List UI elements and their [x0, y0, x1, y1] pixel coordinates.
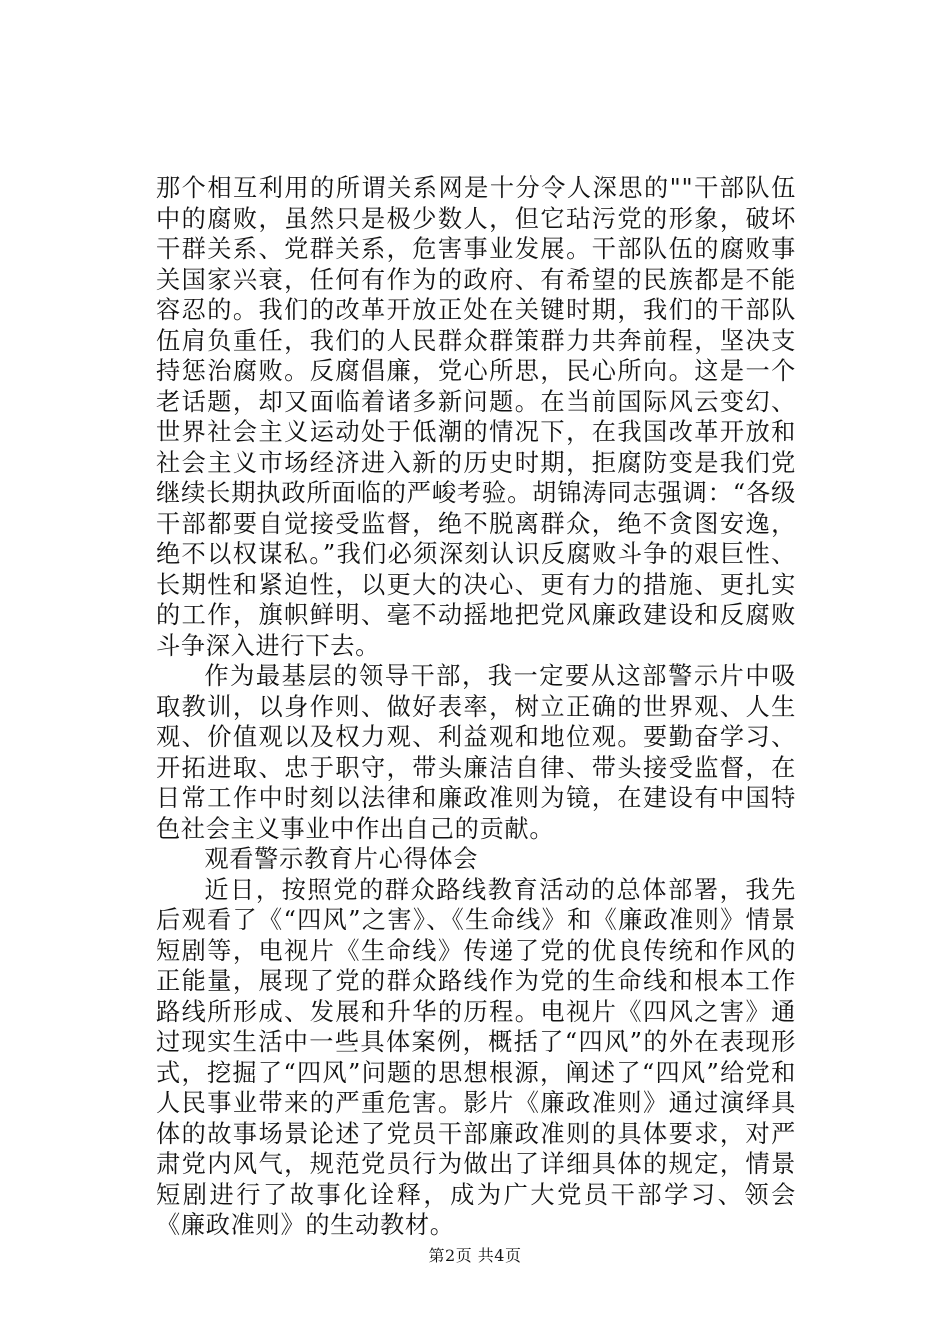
paragraph: 近日，按照党的群众路线教育活动的总体部署，我先后观看了《“四风”之害》、《生命线》和《廉政准则》情景短剧等，电视片《生命线》传递了党的优良传统和作风的正能量，展现了党的群众路线作为党的生命线和根本工作路线所形成、发展和升华的历程。电视片《四风之害》通过现实生活中一些具体案例，概括了“四风”的外在表现形式，挖掘了“四风”问题的思想根源，阐述了“四风”给党和人民事业带来的严重危害。影片《廉政准则》通过演绎具体的故事场景论述了党员干部廉政准则的具体要求，对严肃党内风气，规范党员行为做出了详细具体的规定，情景短剧进行了故事化诠释，成为广大党员干部学习、领会《廉政准则》的生动教材。	[156, 875, 796, 1239]
page-number-footer: 第2页 共4页	[428, 1246, 522, 1265]
paragraph: 作为最基层的领导干部，我一定要从这部警示片中吸取教训，以身作则、做好表率，树立正确的世界观、人生观、价值观以及权力观、利益观和地位观。要勤奋学习、开拓进取、忠于职守，带头廉洁自律、带头接受监督，在日常工作中时刻以法律和廉政准则为镜，在建设有中国特色社会主义事业中作出自己的贡献。	[156, 662, 796, 843]
paragraph-continued: 那个相互利用的所谓关系网是十分令人深思的""干部队伍中的腐败，虽然只是极少数人，但它玷污党的形象，破坏干群关系、党群关系，危害事业发展。干部队伍的腐败事关国家兴衰，任何有作为的政府、有希望的民族都是不能容忍的。我们的改革开放正处在关键时期，我们的干部队伍肩负重任，我们的人民群众群策群力共奔前程，坚决支持惩治腐败。反腐倡廉，党心所思，民心所向。这是一个老话题，却又面临着诸多新问题。在当前国际风云变幻、世界社会主义运动处于低潮的情况下，在我国改革开放和社会主义市场经济进入新的历史时期，拒腐防变是我们党继续长期执政所面临的严峻考验。胡锦涛同志强调：“各级干部都要自觉接受监督，绝不脱离群众，绝不贪图安逸，绝不以权谋私。”我们必须深刻认识反腐败斗争的艰巨性、长期性和紧迫性，以更大的决心、更有力的措施、更扎实的工作，旗帜鲜明、毫不动摇地把党风廉政建设和反腐败斗争深入进行下去。	[156, 174, 796, 660]
section-title: 观看警示教育片心得体会	[204, 845, 479, 873]
document-body	[156, 173, 796, 1241]
